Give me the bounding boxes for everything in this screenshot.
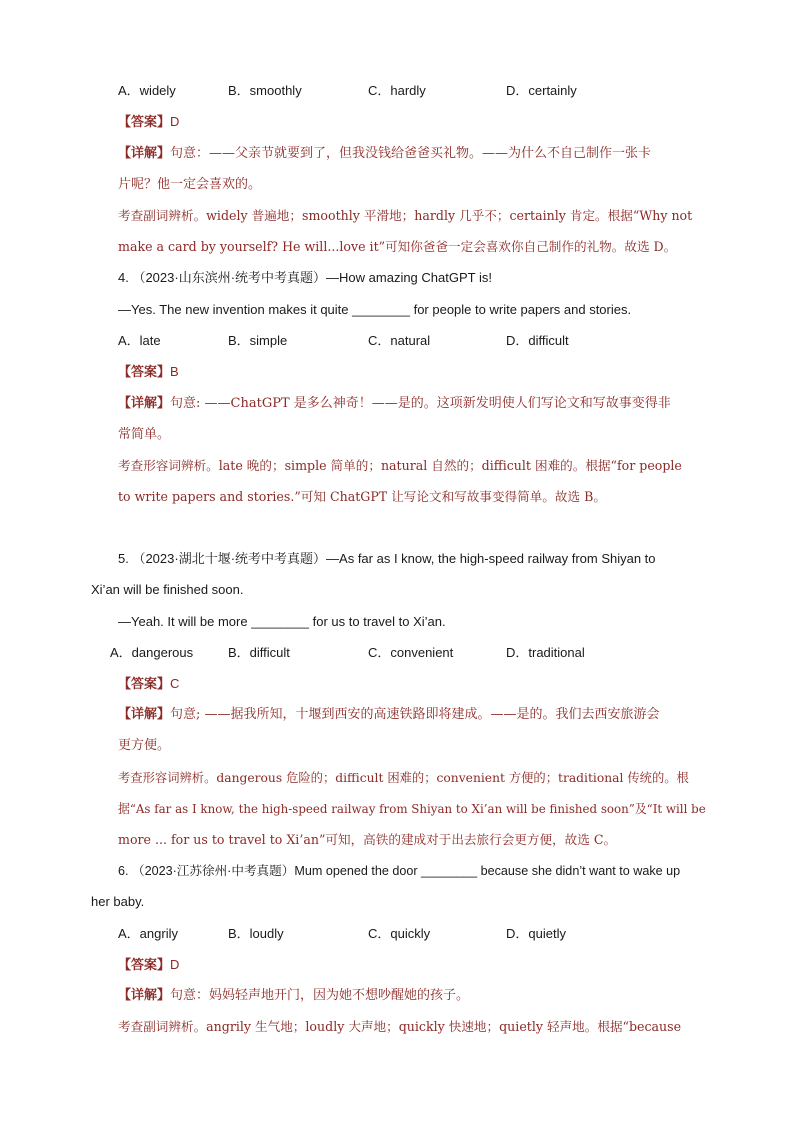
option-b: B．smoothly (228, 83, 302, 98)
answer-value: B (170, 364, 179, 379)
detail-line (118, 395, 671, 413)
detail-label: 【详解】 (118, 396, 171, 411)
answer-label: 【答案】 (118, 365, 171, 380)
detail-line (118, 145, 651, 163)
answer-label: 【答案】 (118, 115, 171, 130)
detail-line (118, 706, 660, 724)
answer-line (118, 113, 179, 132)
option-a: A．widely (118, 83, 176, 98)
option-c: C．quickly (368, 926, 431, 941)
answer-label: 【答案】 (118, 677, 171, 692)
answer-line (118, 956, 179, 975)
question-stem: her baby. (91, 894, 145, 909)
option-a: A．late (118, 333, 161, 348)
answer-label: 【答案】 (118, 958, 171, 973)
answer-value: C (170, 676, 180, 691)
option-b: B．difficult (228, 645, 290, 660)
answer-line (118, 363, 179, 382)
option-a: A．dangerous (110, 645, 194, 660)
question-stem: 6. （2023·江苏徐州·中考真题）Mum opened the door ________ because she didn’t want to wake up (118, 864, 681, 878)
option-d: D．certainly (506, 83, 577, 98)
detail-label: 【详解】 (118, 146, 171, 161)
detail-text: 句意：妈妈轻声地开门，因为她不想吵醒她的孩子。 (170, 988, 470, 1003)
option-c: C．hardly (368, 83, 426, 98)
detail-text: 句意: ——ChatGPT 是多么神奇！——是的。这项新发明使人们写论文和写故事变得非 (170, 396, 671, 411)
detail-line (118, 987, 469, 1005)
detail-text: 句意; ——据我所知，十堰到西安的高速铁路即将建成。——是的。我们去西安旅游会 (170, 707, 660, 722)
analysis-text: 考查形容词辨析。dangerous 危险的；difficult 困难的；convenient 方便的；traditional 传统的。根 (118, 771, 689, 785)
question-stem: 4. （2023·山东滨州·统考中考真题）—How amazing ChatGPT is! (118, 270, 492, 285)
question-stem: —Yes. The new invention makes it quite ________ for people to write papers and stories. (118, 302, 632, 317)
answer-line (118, 675, 179, 694)
analysis-text: 考查副词辨析。angrily 生气地；loudly 大声地；quickly 快速地；quietly 轻声地。根据“because (118, 1019, 682, 1034)
option-b: B．simple (228, 333, 288, 348)
analysis-text: more ... for us to travel to Xi’an”可知，高铁的建成对于出去旅行会更方便，故选 C。 (118, 832, 617, 847)
question-stem: 5. （2023·湖北十堰·统考中考真题）—As far as I know, the high-speed railway from Shiyan to (118, 551, 656, 566)
option-c: C．convenient (368, 645, 454, 660)
detail-text: 常简单。 (118, 427, 171, 442)
detail-text: 更方便。 (118, 738, 171, 753)
analysis-text: 考查副词辨析。widely 普遍地；smoothly 平滑地；hardly 几乎不；certainly 肯定。根据“Why not (118, 208, 693, 223)
option-d: D．difficult (506, 333, 569, 348)
option-a: A．angrily (118, 926, 178, 941)
analysis-text: to write papers and stories.”可知 ChatGPT 让写论文和写故事变得简单。故选 B。 (118, 489, 606, 504)
answer-value: D (170, 957, 180, 972)
analysis-text: make a card by yourself? He will...love it”可知你爸爸一定会喜欢你自己制作的礼物。故选 D。 (118, 239, 677, 254)
analysis-text: 考查形容词辨析。late 晚的；simple 简单的；natural 自然的；difficult 困难的。根据“for people (118, 458, 682, 473)
analysis-text: 据“As far as I know, the high-speed railway from Shiyan to Xi’an will be finished soon”及“It will be (118, 802, 706, 816)
option-b: B．loudly (228, 926, 284, 941)
detail-label: 【详解】 (118, 988, 171, 1003)
detail-text: 片呢？他一定会喜欢的。 (118, 177, 262, 192)
option-d: D．traditional (506, 645, 585, 660)
detail-text: 句意：——父亲节就要到了，但我没钱给爸爸买礼物。——为什么不自己制作一张卡 (170, 146, 652, 161)
question-stem: —Yeah. It will be more ________ for us to travel to Xi’an. (118, 614, 446, 629)
option-c: C．natural (368, 333, 431, 348)
detail-label: 【详解】 (118, 707, 171, 722)
answer-value: D (170, 114, 180, 129)
option-d: D．quietly (506, 926, 566, 941)
question-stem: Xi’an will be finished soon. (91, 582, 244, 597)
